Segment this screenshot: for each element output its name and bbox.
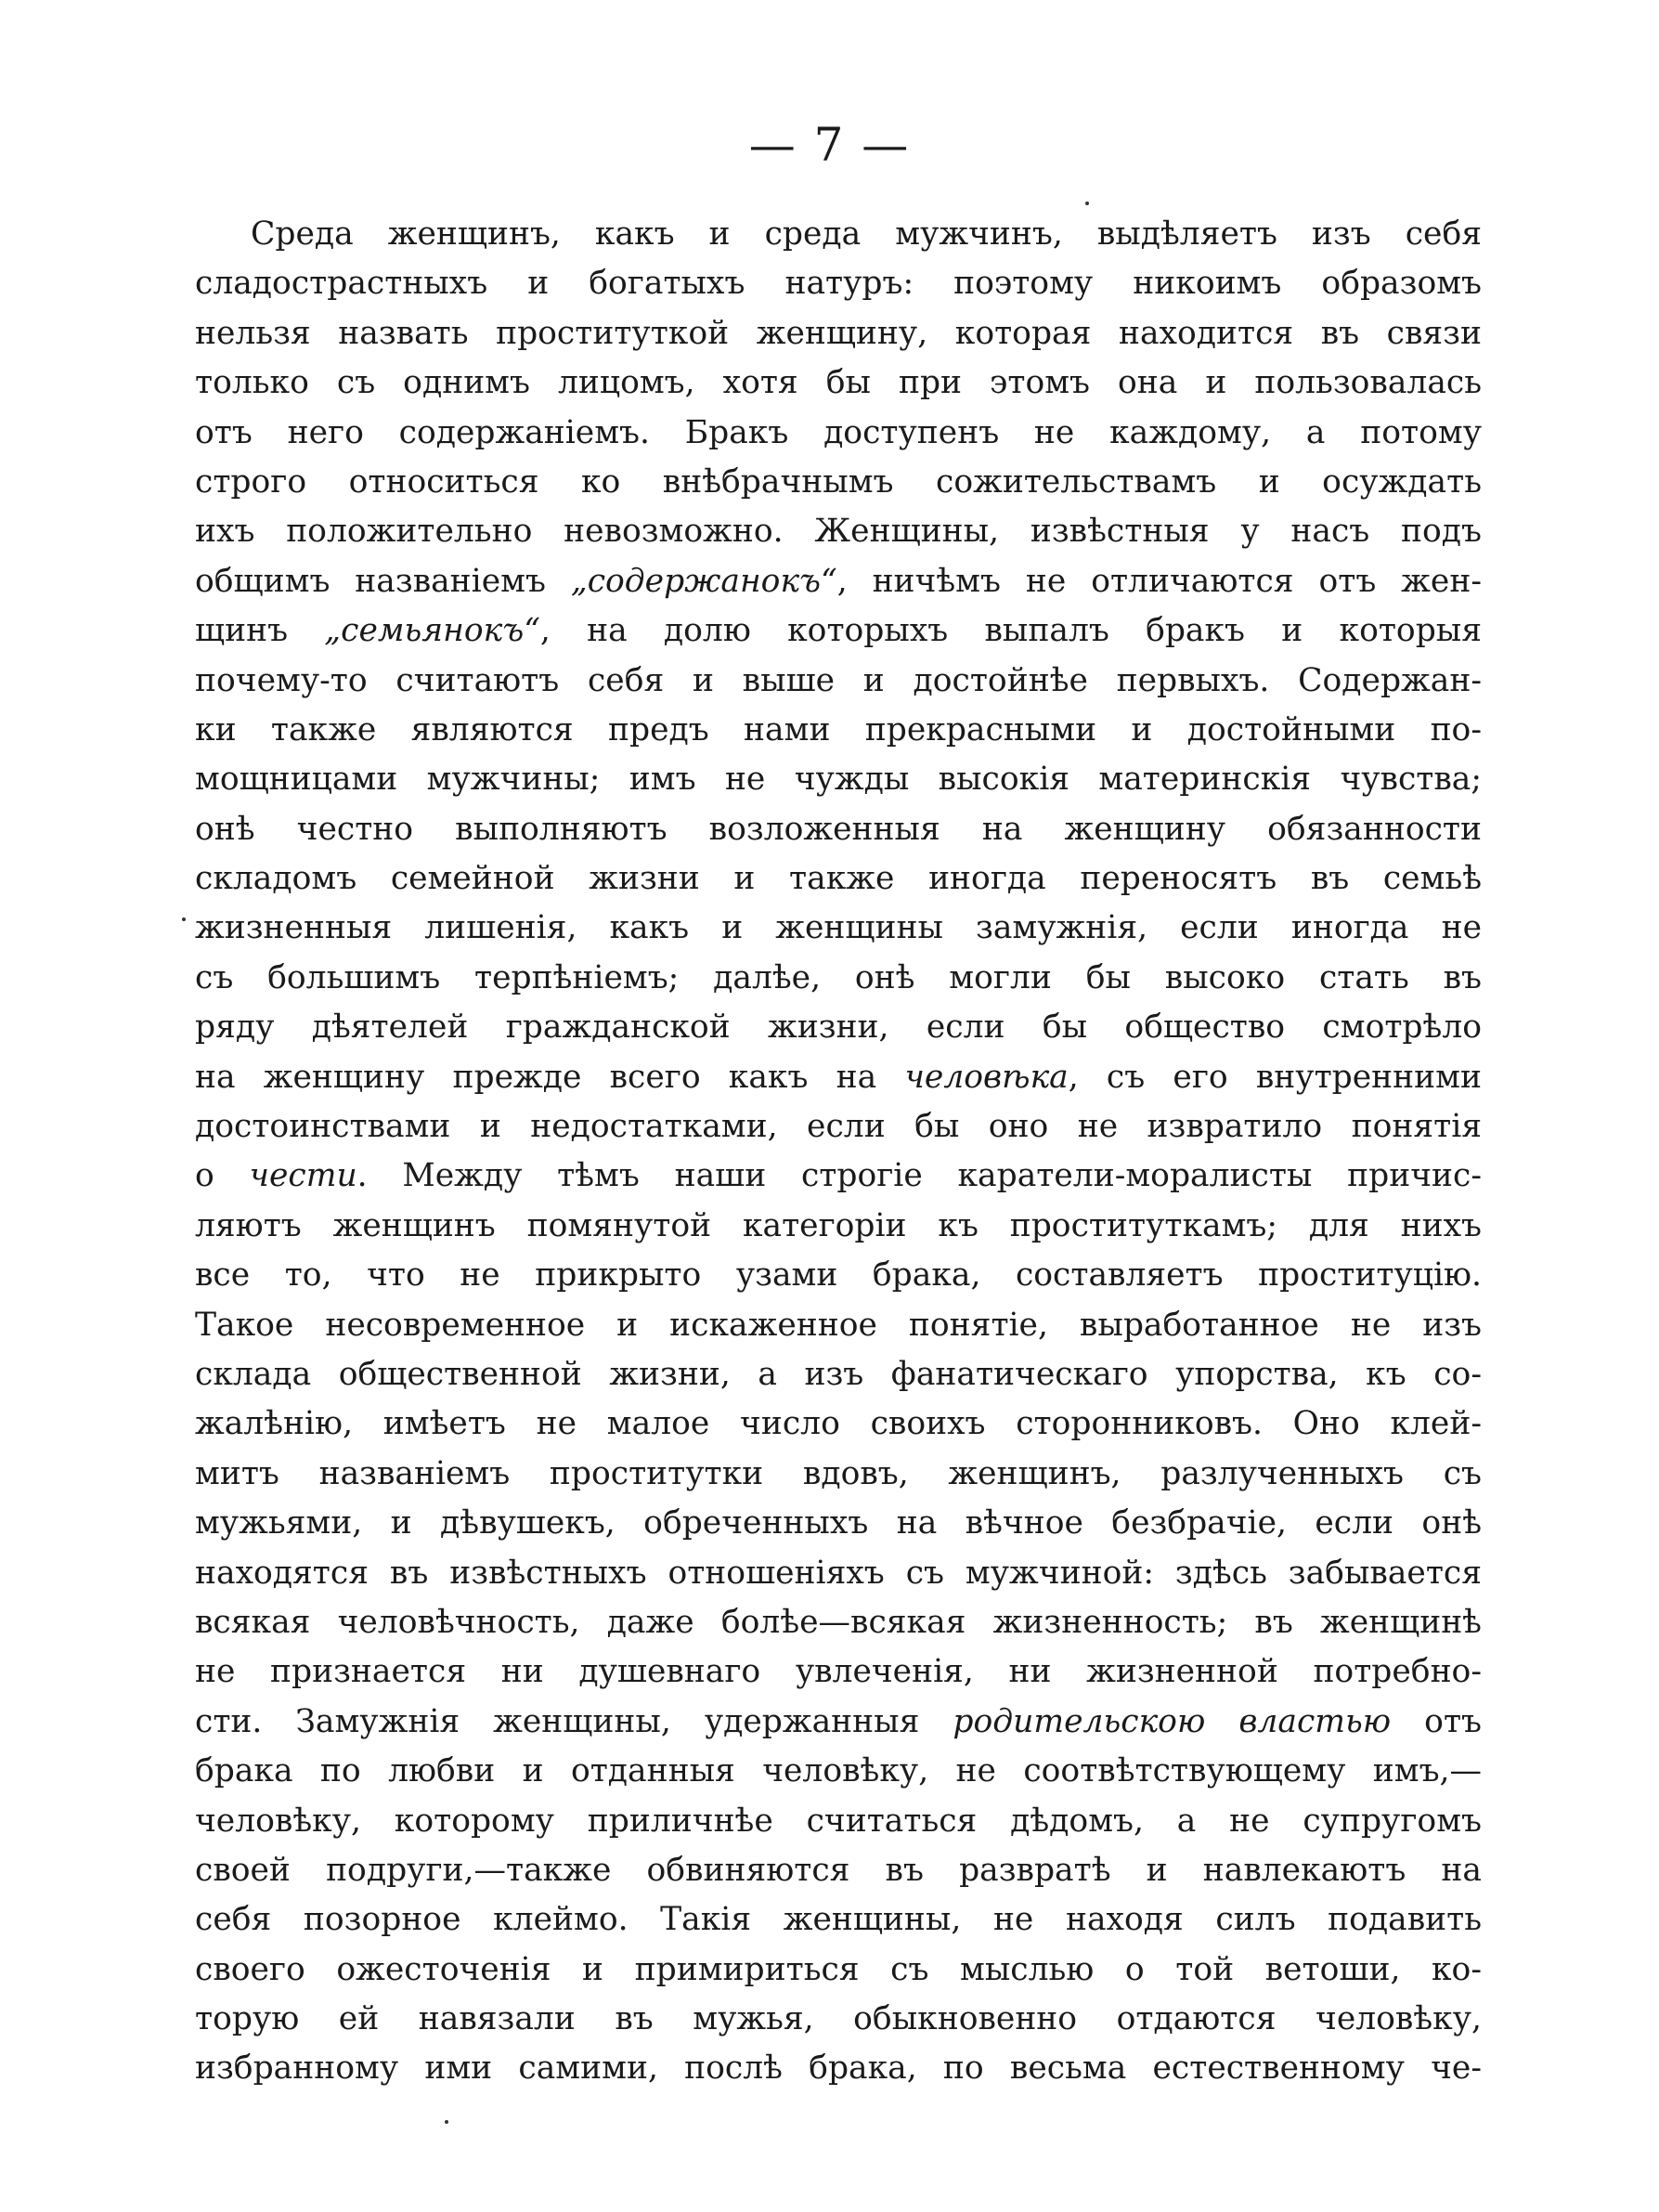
text-line: находятся въ извѣстныхъ отношеніяхъ съ мужчиной: здѣсь забывается xyxy=(195,1554,1482,1592)
text-line: ихъ положительно невозможно. Женщины, извѣстныя у насъ подъ xyxy=(195,513,1482,551)
text-line: ляютъ женщинъ помянутой категоріи къ проституткамъ; для нихъ xyxy=(195,1206,1482,1244)
text-line: отъ него содержаніемъ. Бракъ доступенъ не каждому, а потому xyxy=(195,413,1482,451)
text-line: съ большимъ терпѣніемъ; далѣе, онѣ могли бы высоко стать въ xyxy=(195,958,1482,996)
text-line: митъ названіемъ проститутки вдовъ, женщинъ, разлученныхъ съ xyxy=(195,1454,1482,1492)
text-line: о чести. Между тѣмъ наши строгіе каратели-моралисты причис- xyxy=(195,1157,1482,1195)
text-line: не признается ни душевнаго увлеченія, ни жизненной потребно- xyxy=(195,1653,1482,1691)
text-line: своей подруги,—также обвиняются въ развратѣ и навлекаютъ на xyxy=(195,1851,1482,1889)
text-line: щинъ „семьянокъ“, на долю которыхъ выпалъ бракъ и которыя xyxy=(195,612,1482,650)
text-line: только съ однимъ лицомъ, хотя бы при этомъ она и пользовалась xyxy=(195,364,1482,402)
print-speck xyxy=(1085,202,1089,205)
text-line: склада общественной жизни, а изъ фанатическаго упорства, къ со- xyxy=(195,1355,1482,1393)
text-line: достоинствами и недостатками, если бы оно не извратило понятія xyxy=(195,1108,1482,1146)
text-line: Среда женщинъ, какъ и среда мужчинъ, выдѣляетъ изъ себя xyxy=(251,215,1482,253)
text-line: всякая человѣчность, даже болѣе—всякая жизненность; въ женщинѣ xyxy=(195,1603,1482,1641)
text-line: почему-то считаютъ себя и выше и достойнѣе первыхъ. Содержан- xyxy=(195,661,1482,699)
print-speck xyxy=(445,2120,448,2124)
text-line: ряду дѣятелей гражданской жизни, если бы общество смотрѣло xyxy=(195,1008,1482,1047)
italic-term: человѣка xyxy=(904,1058,1069,1096)
italic-term: „семьянокъ“ xyxy=(324,612,540,650)
text-line: онѣ честно выполняютъ возложенныя на женщину обязанности xyxy=(195,810,1482,848)
text-line: сти. Замужнія женщины, удержанныя родительскою властью отъ xyxy=(195,1702,1482,1740)
text-line: строго относиться ко внѣбрачнымъ сожительствамъ и осуждать xyxy=(195,462,1482,501)
text-line: избранному ими самими, послѣ брака, по весьма естественному че- xyxy=(195,2049,1482,2088)
text-line: Такое несовременное и искаженное понятіе, выработанное не изъ xyxy=(195,1306,1482,1344)
text-line: мощницами мужчины; имъ не чужды высокія материнскія чувства; xyxy=(195,761,1482,799)
text-line: себя позорное клеймо. Такія женщины, не находя силъ подавить xyxy=(195,1901,1482,1939)
text-line: ки также являются предъ нами прекрасными и достойными по- xyxy=(195,710,1482,748)
italic-term: чести xyxy=(249,1157,357,1195)
text-line: складомъ семейной жизни и также иногда переносятъ въ семьѣ xyxy=(195,860,1482,898)
text-line: жалѣнію, имѣетъ не малое число своихъ сторонниковъ. Оно клей- xyxy=(195,1405,1482,1443)
text-line: человѣку, которому приличнѣе считаться дѣдомъ, а не супругомъ xyxy=(195,1802,1482,1840)
text-line: общимъ названіемъ „содержанокъ“, ничѣмъ не отличаются отъ жен- xyxy=(195,562,1482,600)
italic-term: „содержанокъ“ xyxy=(570,562,837,600)
text-line: на женщину прежде всего какъ на человѣка, съ его внутренними xyxy=(195,1058,1482,1096)
text-line: мужьями, и дѣвушекъ, обреченныхъ на вѣчное безбрачіе, если онѣ xyxy=(195,1504,1482,1542)
print-speck xyxy=(182,917,186,921)
body-text xyxy=(195,210,1482,2094)
text-line: брака по любви и отданныя человѣку, не соотвѣтствующему имъ,— xyxy=(195,1752,1482,1790)
text-line: торую ей навязали въ мужья, обыкновенно отдаются человѣку, xyxy=(195,2000,1482,2038)
text-line: своего ожесточенія и примириться съ мыслью о той ветоши, ко- xyxy=(195,1950,1482,1988)
text-line: сладострастныхъ и богатыхъ натуръ: поэтому никоимъ образомъ xyxy=(195,265,1482,303)
page-number: — 7 — xyxy=(748,118,911,172)
text-line: все то, что не прикрыто узами брака, составляетъ проституцію. xyxy=(195,1256,1482,1295)
text-line: жизненныя лишенія, какъ и женщины замужнія, если иногда не xyxy=(195,909,1482,947)
italic-term: родительскою властью xyxy=(953,1702,1392,1740)
text-line: нельзя назвать проституткой женщину, которая находится въ связи xyxy=(195,314,1482,352)
